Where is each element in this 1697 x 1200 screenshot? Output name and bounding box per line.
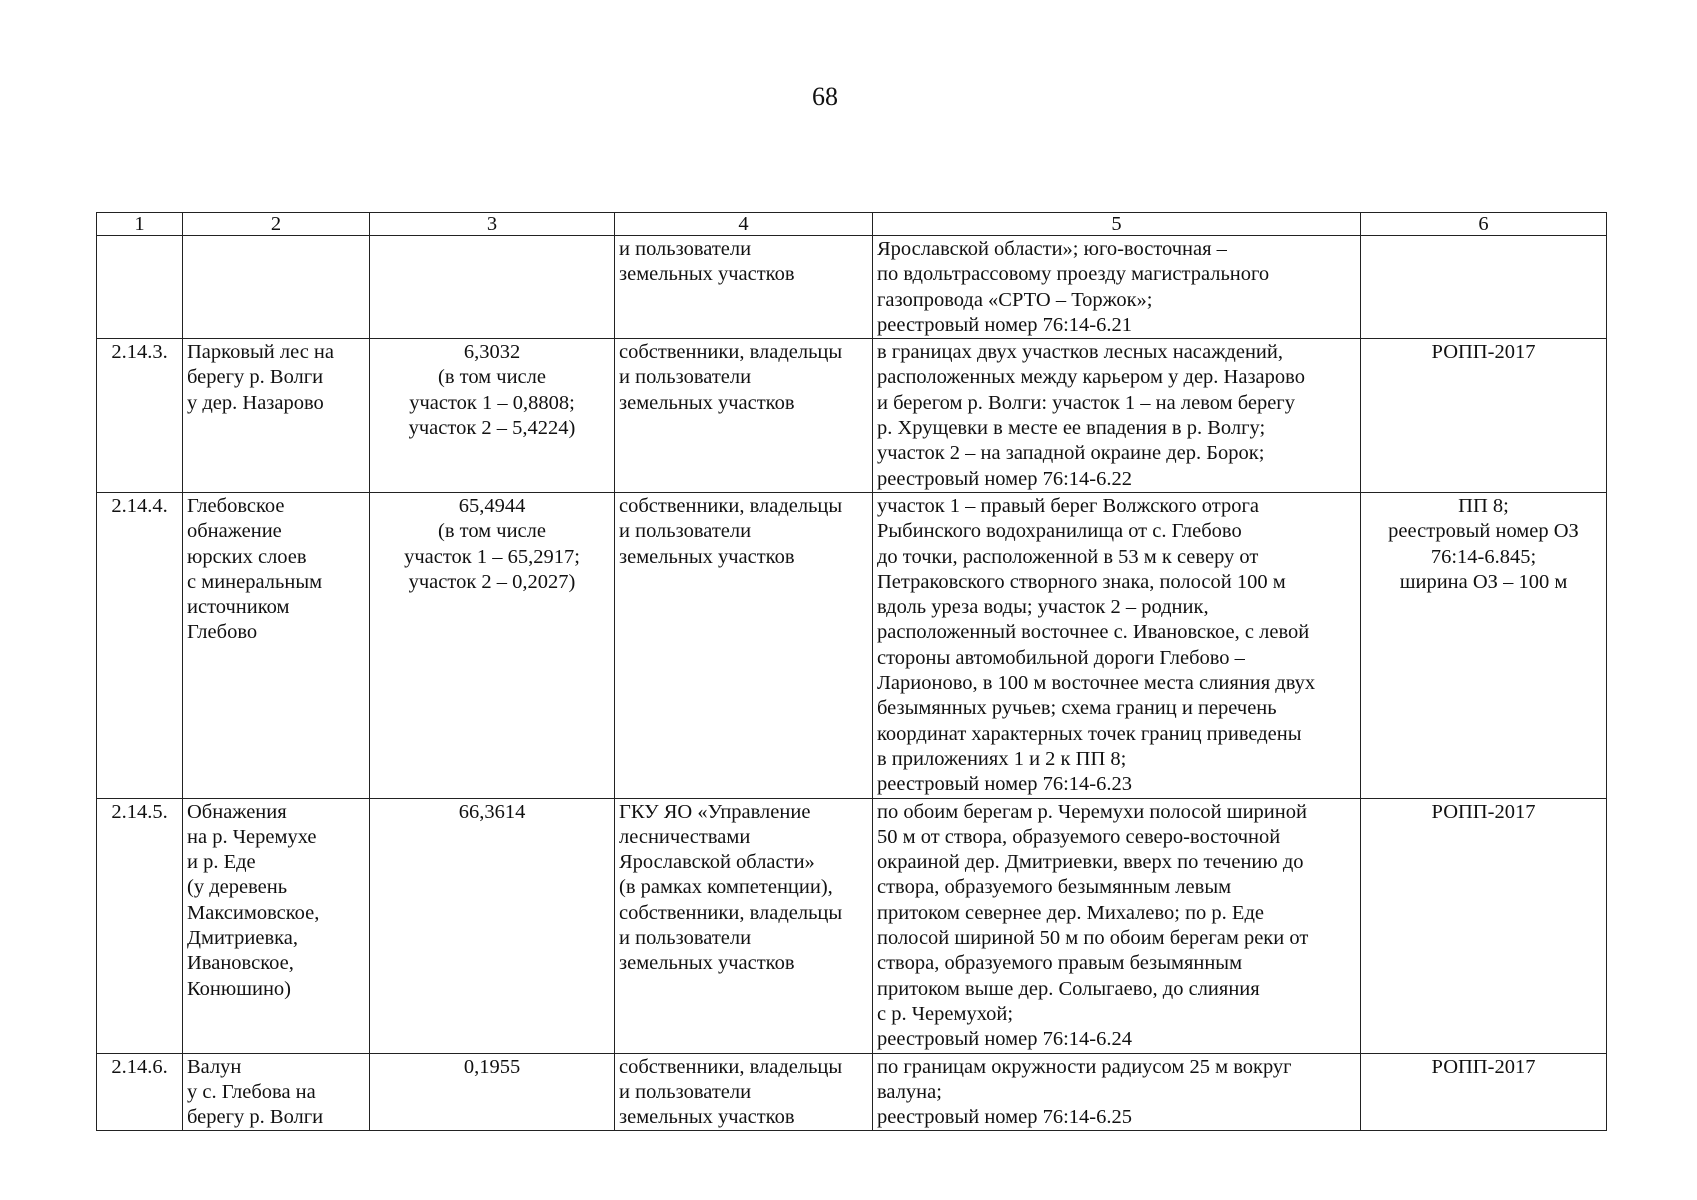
basis-cell: РОПП-2017 [1361,798,1607,1053]
row-number-cell: 2.14.5. [97,798,183,1053]
boundaries-cell: по обоим берегам р. Черемухи полосой шириной 50 м от створа, образуемого северо-восточной окраиной дер. Дмитриевки, вверх по течению до створa, образуемого безымянным левым притоком севернее дер. Михалево; по р. Еде полосой шириной 50 м по обоим берегам реки от створа, образуемого правым безымянным притоком выше дер. Солыгаево, до слияния с р. Черемухой; реестровый номер 76:14-6.24 [873,798,1361,1053]
object-name-cell: Парковый лес на берегу р. Волги у дер. Назарово [183,339,370,493]
column-header: 1 [97,213,183,236]
area-cell: 66,3614 [370,798,615,1053]
responsible-cell: собственники, владельцы и пользователи земельных участков [615,339,873,493]
object-name-cell [183,236,370,339]
basis-cell [1361,236,1607,339]
table-row [97,798,1607,1053]
area-cell: 65,4944 (в том числе участок 1 – 65,2917; участок 2 – 0,2027) [370,492,615,798]
table-row [97,1053,1607,1131]
object-name-cell: Обнажения на р. Черемухе и р. Еде (у деревень Максимовское, Дмитриевка, Ивановское, Конюшино) [183,798,370,1053]
responsible-cell: ГКУ ЯО «Управление лесничествами Ярославской области» (в рамках компетенции), собственники, владельцы и пользователи земельных участков [615,798,873,1053]
area-cell: 6,3032 (в том числе участок 1 – 0,8808; участок 2 – 5,4224) [370,339,615,493]
boundaries-cell: по границам окружности радиусом 25 м вокруг валуна; реестровый номер 76:14-6.25 [873,1053,1361,1131]
column-header: 3 [370,213,615,236]
table-header-row [97,213,1607,236]
basis-cell: РОПП-2017 [1361,339,1607,493]
column-header: 4 [615,213,873,236]
row-number-cell [97,236,183,339]
column-header: 5 [873,213,1361,236]
row-number-cell: 2.14.3. [97,339,183,493]
page-number: 68 [812,82,838,111]
basis-cell: РОПП-2017 [1361,1053,1607,1131]
row-number-cell: 2.14.6. [97,1053,183,1131]
responsible-cell: собственники, владельцы и пользователи земельных участков [615,492,873,798]
responsible-cell: и пользователи земельных участков [615,236,873,339]
table-row [97,236,1607,339]
document-table [96,212,1607,1131]
column-header: 6 [1361,213,1607,236]
area-cell [370,236,615,339]
boundaries-cell: Ярославской области»; юго-восточная – по вдольтрассовому проезду магистрального газопровода «СРТО – Торжок»; реестровый номер 76:14-6.21 [873,236,1361,339]
basis-cell: ПП 8; реестровый номер ОЗ 76:14-6.845; ширина ОЗ – 100 м [1361,492,1607,798]
responsible-cell: собственники, владельцы и пользователи земельных участков [615,1053,873,1131]
table-row [97,492,1607,798]
object-name-cell: Валун у с. Глебова на берегу р. Волги [183,1053,370,1131]
column-header: 2 [183,213,370,236]
object-name-cell: Глебовское обнажение юрских слоев с минеральным источником Глебово [183,492,370,798]
area-cell: 0,1955 [370,1053,615,1131]
boundaries-cell: участок 1 – правый берег Волжского отрога Рыбинского водохранилища от с. Глебово до точки, расположенной в 53 м к северу от Петраковского створного знака, полосой 100 м вдоль уреза воды; участок 2 – родник, расположенный восточнее с. Ивановское, с левой стороны автомобильной дороги Глебово – Ларионово, в 100 м восточнее места слияния двух безымянных ручьев; схема границ и перечень координат характерных точек границ приведены в приложениях 1 и 2 к ПП 8; реестровый номер 76:14-6.23 [873,492,1361,798]
table-row [97,339,1607,493]
boundaries-cell: в границах двух участков лесных насаждений, расположенных между карьером у дер. Назарово и берегом р. Волги: участок 1 – на левом берегу р. Хрущевки в месте ее впадения в р. Волгу; участок 2 – на западной окраине дер. Борок; реестровый номер 76:14-6.22 [873,339,1361,493]
row-number-cell: 2.14.4. [97,492,183,798]
